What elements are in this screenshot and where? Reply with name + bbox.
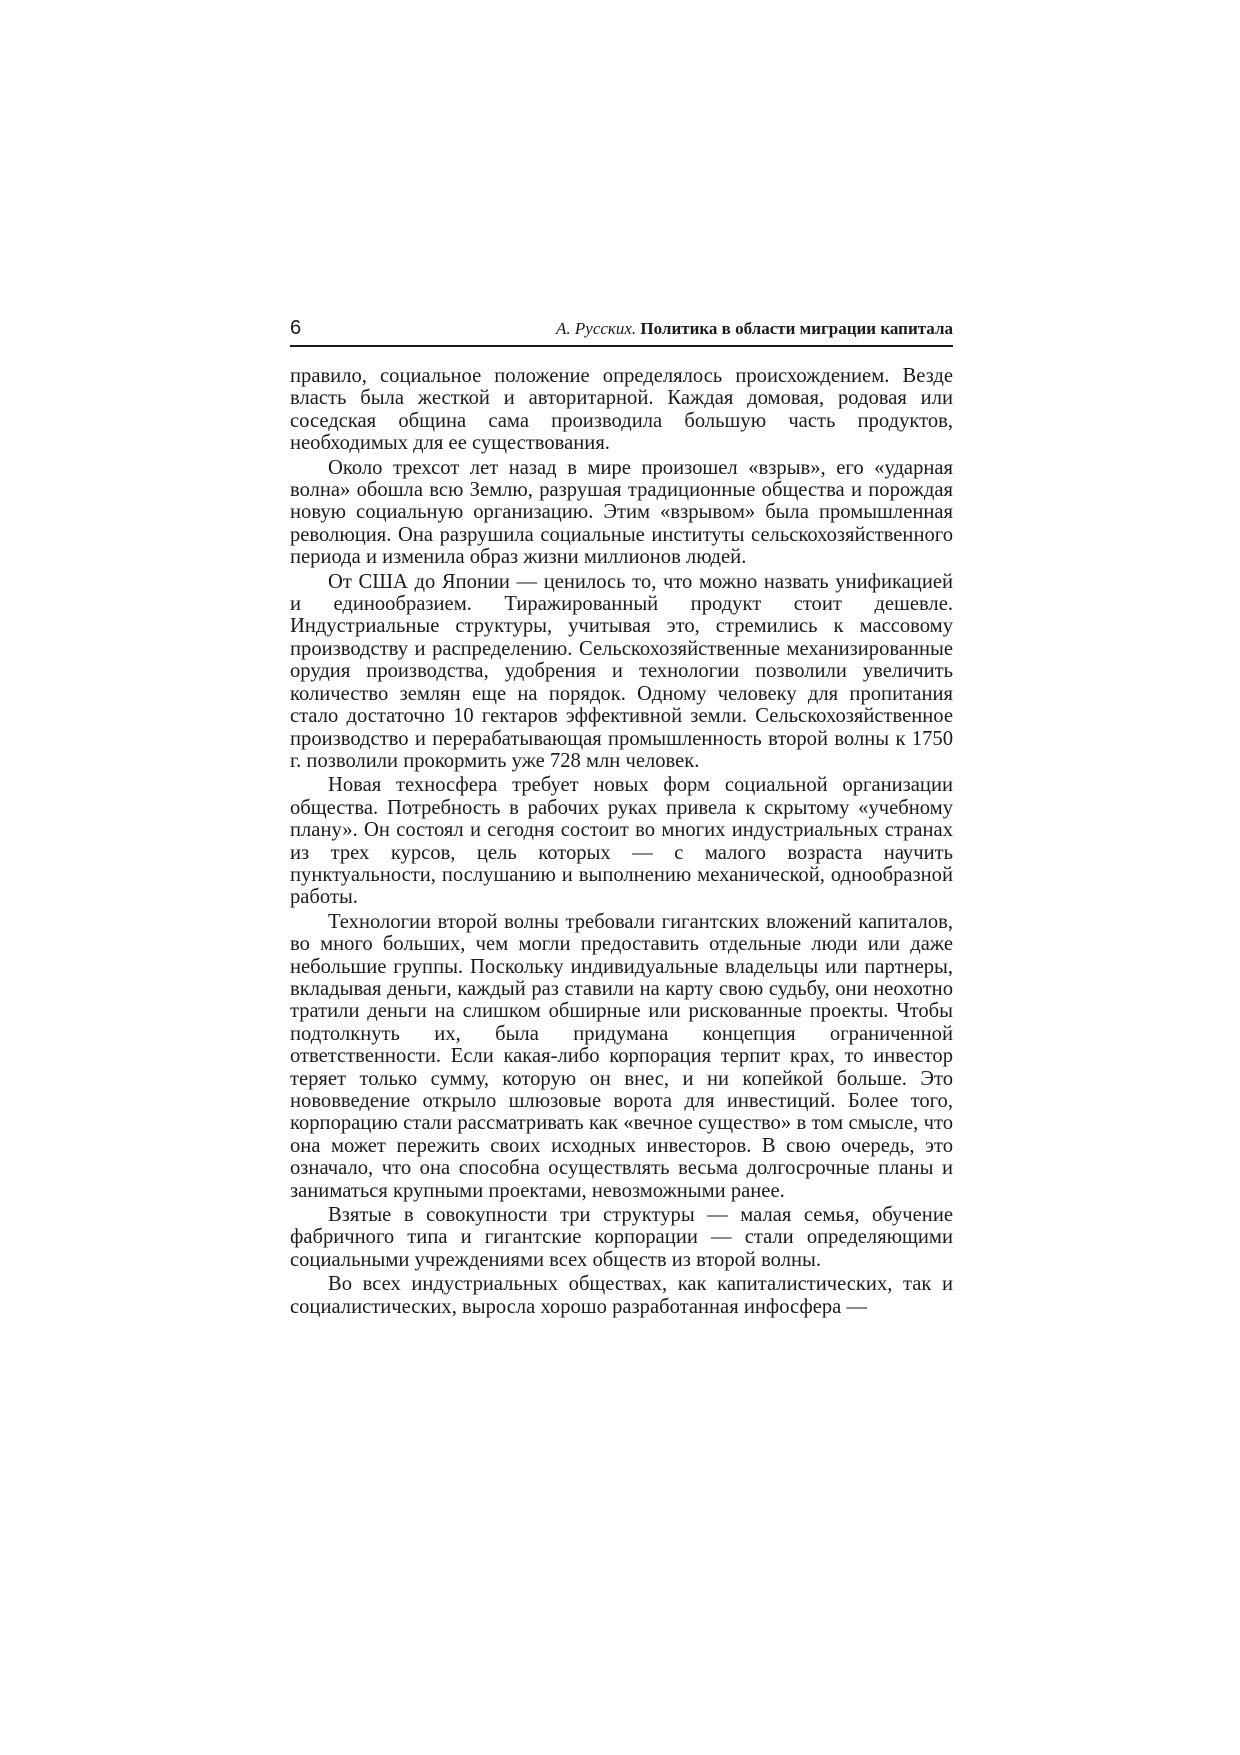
page-number: 6 — [290, 317, 302, 339]
paragraph: Взятые в совокупности три структуры — малая семья, обучение фабричного типа и гигантские корпорации — стали определяющими социальными учреждениями всех обществ из второй волны. — [290, 1204, 953, 1271]
paragraph: Около трехсот лет назад в мире произошел «взрыв», его «ударная волна» обошла всю Землю, разрушая традиционные общества и порождая новую социальную организацию. Этим «взрывом» была промышленная революция. Она разрушила социальные институты сельскохозяйственного периода и изменила образ жизни миллионов людей. — [290, 456, 953, 569]
paragraph: От США до Японии — ценилось то, что можно назвать унификацией и единообразием. Тиражированный продукт стоит дешевле. Индустриальные структуры, учитывая это, стремились к массовому производству и распределению. Сельскохозяйственные механизированные орудия производства, удобрения и технологии позволили увеличить количество землян еще на порядок. Одному человеку для пропитания стало достаточно 10 гектаров эффективной земли. Сельскохозяйственное производство и перерабатывающая промышленность второй волны к 1750 г. позволили прокормить уже 728 млн человек. — [290, 570, 953, 772]
running-title-book: Политика в области миграции капитала — [640, 319, 953, 338]
paragraph-continued: правило, социальное положение определялось происхождением. Везде власть была жесткой и авторитарной. Каждая домовая, родовая или соседская община сама производила большую часть продуктов, необходимых для ее существования. — [290, 365, 953, 455]
paragraph: Во всех индустриальных обществах, как капиталистических, так и социалистических, выросла хорошо разработанная инфосфера — — [290, 1273, 953, 1318]
paragraph: Новая техносфера требует новых форм социальной организации общества. Потребность в рабочих руках привела к скрытому «учебному плану». Он состоял и сегодня состоит во многих индустриальных странах из трех курсов, цель которых — с малого возраста научить пунктуальности, послушанию и выполнению механической, однообразной работы. — [290, 774, 953, 909]
running-title — [556, 319, 953, 339]
page-header — [290, 311, 953, 347]
paragraph: Технологии второй волны требовали гигантских вложений капиталов, во много больших, чем могли предоставить отдельные люди или даже небольшие группы. Поскольку индивидуальные владельцы или партнеры, вкладывая деньги, каждый раз ставили на карту свою судьбу, они неохотно тратили деньги на слишком обширные или рискованные проекты. Чтобы подтолкнуть их, была придумана концепция ограниченной ответственности. Если какая-либо корпорация терпит крах, то инвестор теряет только сумму, которую он внес, и ни копейкой больше. Это нововведение открыло шлюзовые ворота для инвестиций. Более того, корпорацию стали рассматривать как «вечное существо» в том смысле, что она может пережить своих исходных инвесторов. В свою очередь, это означало, что она способна осуществлять весьма долгосрочные планы и заниматься крупными проектами, невозможными ранее. — [290, 910, 953, 1202]
body-text — [290, 365, 953, 1320]
running-title-author: А. Русских. — [556, 319, 637, 338]
